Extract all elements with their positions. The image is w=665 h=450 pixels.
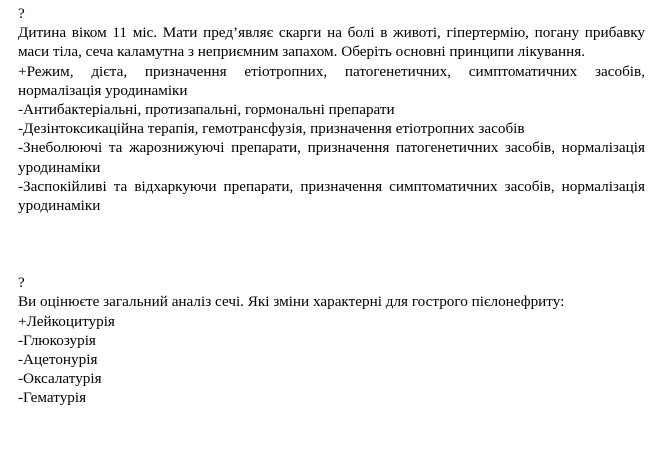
question-marker: ? [18,5,25,22]
question-block-2 [18,273,645,407]
answer-option: +Режим, дієта, призначення етіотропних, патогенетичних, симптоматичних засобів, нормалізація уродинаміки [18,62,645,99]
question-text: Дитина віком 11 міс. Мати пред’являє скарги на болі в животі, гіпертермію, погану прибавку маси тіла, сеча каламутна з неприємним запахом. Оберіть основні принципи лікування. [18,24,645,61]
document-page [18,4,645,408]
question-marker: ? [18,274,25,292]
answer-option: -Оксалатурія [18,370,102,388]
question-text: Ви оцінюєте загальний аналіз сечі. Які зміни характерні для гострого пієлонефриту: [18,293,565,311]
answer-option: -Ацетонурія [18,351,98,369]
answer-option: -Знеболюючі та жарознижуючі препарати, призначення патогенетичних засобів, нормалізація уродинаміки [18,139,645,176]
answer-option: -Заспокійливі та відхаркуючи препарати, призначення симптоматичних засобів, нормалізація уродинаміки [18,177,645,215]
answer-option: +Лейкоцитурія [18,312,115,330]
answer-option: -Глюкозурія [18,331,96,349]
answer-option: -Дезінтоксикаційна терапія, гемотрансфузія, призначення етіотропних засобів [18,120,525,138]
question-block-1 [18,4,645,215]
answer-option: -Антибактеріальні, протизапальні, гормональні препарати [18,101,395,119]
answer-option: -Гематурія [18,389,87,407]
